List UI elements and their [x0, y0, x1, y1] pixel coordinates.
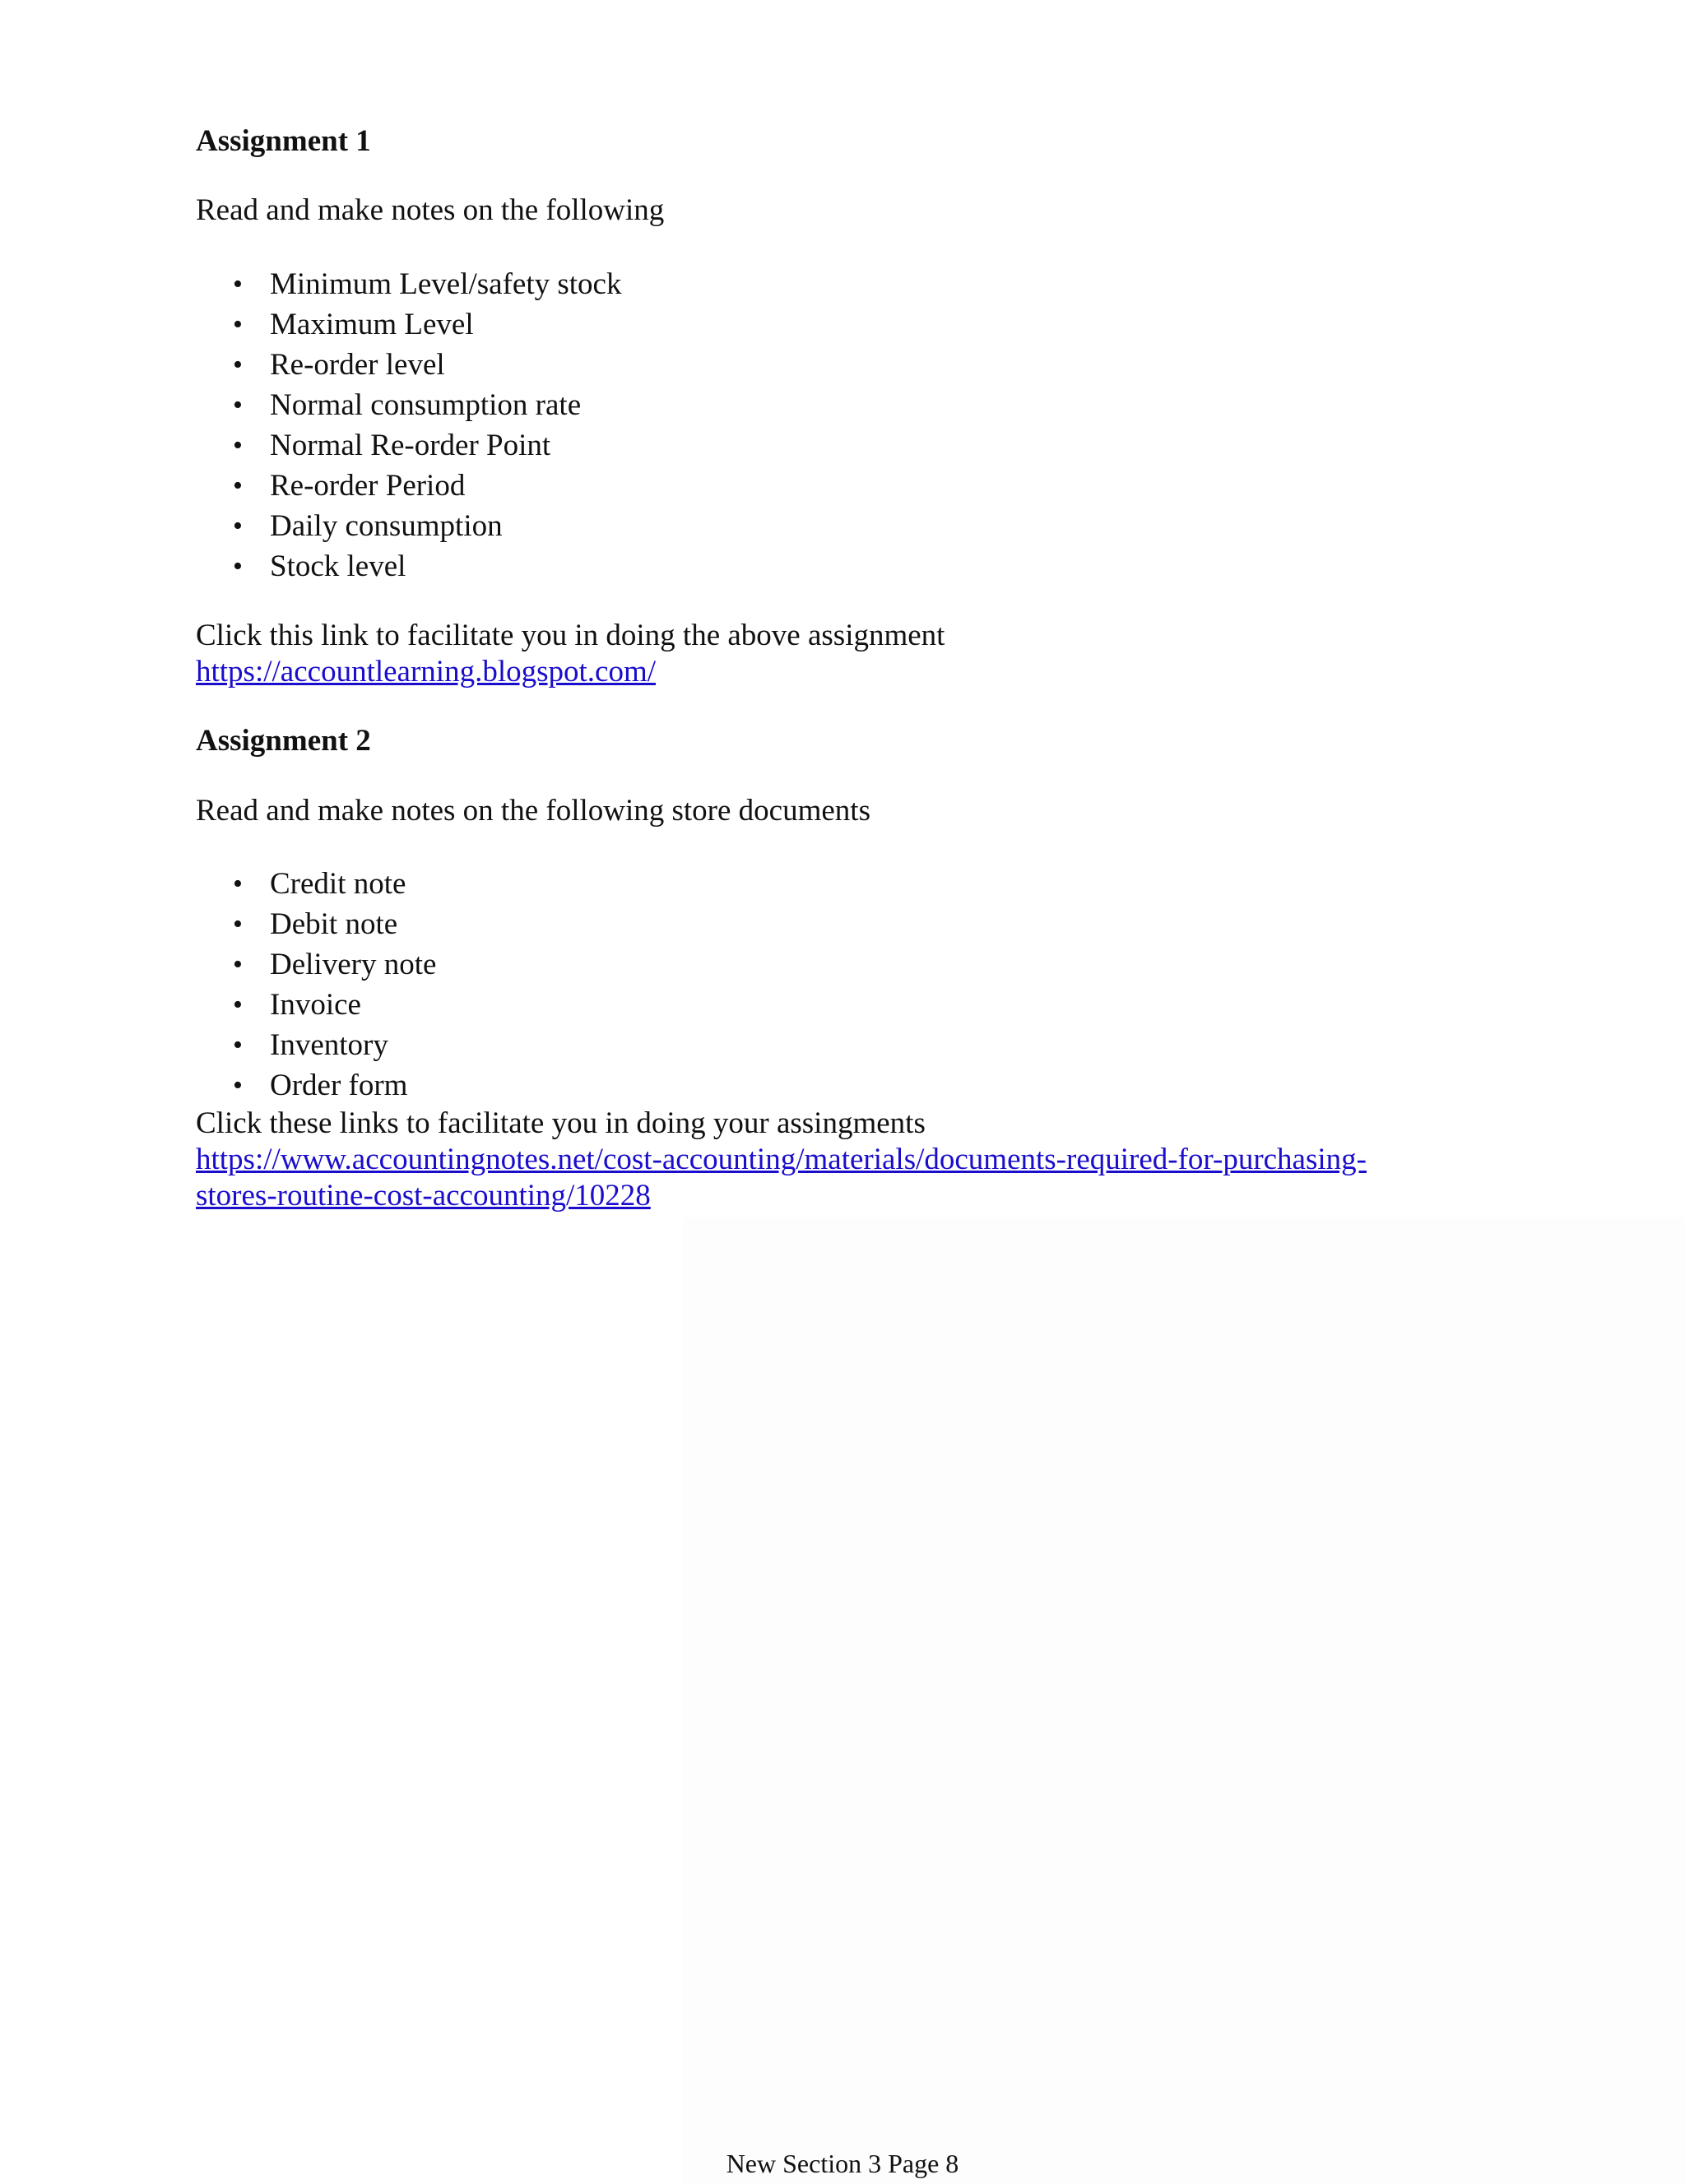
bullet-icon: • — [233, 868, 243, 899]
list-item: • Debit note — [270, 904, 1496, 944]
assignment-2-heading: Assignment 2 — [196, 724, 371, 758]
bullet-icon: • — [233, 268, 243, 299]
list-item: • Maximum Level — [270, 304, 1496, 345]
list-item: • Credit note — [270, 864, 1496, 904]
list-item: • Normal consumption rate — [270, 385, 1496, 425]
bullet-icon: • — [233, 349, 243, 380]
bullet-icon: • — [233, 389, 243, 420]
list-item: • Daily consumption — [270, 506, 1496, 546]
page-shade-region — [683, 1217, 1685, 2184]
list-item: • Order form — [270, 1065, 1496, 1106]
bullet-icon: • — [233, 989, 243, 1020]
bullet-icon: • — [233, 1069, 243, 1101]
assignment-2-link[interactable] — [196, 1142, 1496, 1214]
bullet-icon: • — [233, 908, 243, 939]
assignment-2-list — [196, 864, 1496, 1106]
bullet-icon: • — [233, 510, 243, 541]
list-item: • Normal Re-order Point — [270, 425, 1496, 466]
list-item: • Re-order Period — [270, 466, 1496, 506]
assignment-1-heading: Assignment 1 — [196, 124, 371, 158]
assignment-2-intro: Read and make notes on the following store documents — [196, 793, 870, 828]
bullet-icon: • — [233, 948, 243, 980]
assignment-2-link-line-1: https://www.accountingnotes.net/cost-accounting/materials/documents-required-for-purchasing- — [196, 1143, 1367, 1177]
assignment-1-list — [196, 264, 1496, 587]
assignment-2-link-line-2: stores-routine-cost-accounting/10228 — [196, 1179, 651, 1213]
bullet-icon: • — [233, 550, 243, 582]
list-item: • Invoice — [270, 985, 1496, 1025]
bullet-icon: • — [233, 470, 243, 501]
list-item: • Inventory — [270, 1025, 1496, 1065]
document-content — [196, 123, 1496, 1214]
assignment-1-link-prompt: Click this link to facilitate you in doing the above assignment — [196, 618, 945, 652]
assignment-1-link[interactable]: https://accountlearning.blogspot.com/ — [196, 655, 657, 689]
list-item: • Stock level — [270, 546, 1496, 587]
list-item: • Re-order level — [270, 345, 1496, 385]
bullet-icon: • — [233, 308, 243, 340]
assignment-1-intro: Read and make notes on the following — [196, 193, 665, 228]
page-footer: New Section 3 Page 8 — [726, 2149, 959, 2178]
assignment-2-link-prompt: Click these links to facilitate you in doing your assingments — [196, 1106, 926, 1140]
bullet-icon: • — [233, 429, 243, 461]
list-item: • Minimum Level/safety stock — [270, 264, 1496, 304]
list-item: • Delivery note — [270, 944, 1496, 985]
bullet-icon: • — [233, 1029, 243, 1060]
